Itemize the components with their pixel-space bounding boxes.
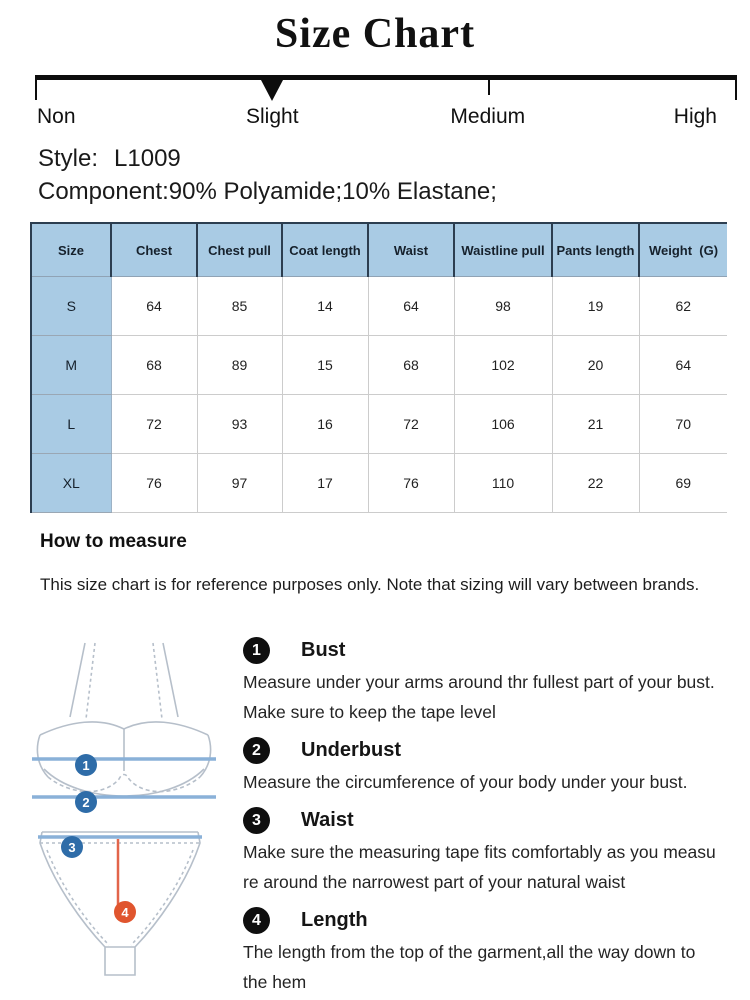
style-line — [38, 145, 750, 173]
table-cell: 16 — [282, 395, 368, 454]
col-header-size: Size — [31, 223, 111, 277]
table-cell: 64 — [639, 336, 727, 395]
table-cell: 64 — [111, 277, 197, 336]
table-cell: 102 — [454, 336, 552, 395]
figure-marker-waist — [61, 836, 83, 858]
size-cell: M — [31, 336, 111, 395]
table-cell: 72 — [111, 395, 197, 454]
table-cell: 68 — [111, 336, 197, 395]
col-header-chest: Chest — [111, 223, 197, 277]
table-cell: 76 — [368, 454, 454, 513]
table-cell: 89 — [197, 336, 282, 395]
page-title: Size Chart — [274, 11, 476, 57]
style-value: L1009 — [114, 145, 181, 172]
scale-tick-medium — [488, 75, 490, 95]
table-cell: 64 — [368, 277, 454, 336]
figure-marker-underbust — [75, 791, 97, 813]
table-cell: 69 — [639, 454, 727, 513]
step-title: Underbust — [301, 739, 401, 761]
table-cell: 17 — [282, 454, 368, 513]
step-text-line: Make sure to keep the tape level — [243, 702, 496, 722]
step-text-line: Measure under your arms around thr fullest part of your bust. — [243, 672, 715, 692]
table-row — [31, 277, 727, 336]
instructions-column — [243, 637, 750, 1000]
col-header-waist: Waist — [368, 223, 454, 277]
scale-label-medium: Medium — [450, 105, 526, 128]
col-header-waistline-pull: Waistline pull — [454, 223, 552, 277]
table-cell: 70 — [639, 395, 727, 454]
table-cell: 93 — [197, 395, 282, 454]
scale-label-high: High — [673, 105, 717, 128]
measure-section — [0, 637, 750, 1000]
step-text-line: re around the narrowest part of your natural waist — [243, 872, 626, 892]
table-cell: 97 — [197, 454, 282, 513]
table-cell: 14 — [282, 277, 368, 336]
step-text-line: The length from the top of the garment,all the way down to — [243, 942, 696, 962]
figure-marker-length — [114, 901, 136, 923]
step-badge: 2 — [243, 737, 270, 764]
size-cell: XL — [31, 454, 111, 513]
table-cell: 62 — [639, 277, 727, 336]
table-cell: 106 — [454, 395, 552, 454]
table-cell: 76 — [111, 454, 197, 513]
svg-text:4: 4 — [121, 905, 129, 920]
table-header-row — [31, 223, 727, 277]
col-header-chest-pull: Chest pull — [197, 223, 282, 277]
col-header-weight: Weight (G) — [639, 223, 727, 277]
step-length — [243, 907, 738, 997]
panty-sketch-icon — [24, 823, 216, 996]
step-text-line: Measure the circumference of your body under your bust. — [243, 772, 688, 792]
table-cell: 19 — [552, 277, 639, 336]
table-cell: 85 — [197, 277, 282, 336]
table-cell: 20 — [552, 336, 639, 395]
pointer-triangle-icon — [261, 80, 283, 101]
step-text-line: the hem — [243, 972, 307, 992]
transparency-scale — [35, 75, 737, 133]
size-cell: S — [31, 277, 111, 336]
svg-text:2: 2 — [82, 795, 90, 810]
component-line: Component:90% Polyamide;10% Elastane; — [38, 178, 497, 205]
figures-column — [18, 637, 243, 1000]
disclaimer-text: This size chart is for reference purposes only. Note that sizing will vary between brands. — [40, 575, 700, 594]
step-title: Waist — [301, 809, 354, 831]
scale-bar — [35, 75, 737, 80]
col-header-pants-length: Pants length — [552, 223, 639, 277]
table-cell: 15 — [282, 336, 368, 395]
table-row — [31, 336, 727, 395]
step-title: Bust — [301, 639, 346, 661]
scale-label-slight: Slight — [246, 105, 299, 128]
svg-text:3: 3 — [68, 840, 76, 855]
how-to-measure-heading: How to measure — [40, 531, 187, 552]
step-bust — [243, 637, 738, 727]
step-badge: 3 — [243, 807, 270, 834]
svg-text:1: 1 — [82, 758, 90, 773]
step-badge: 4 — [243, 907, 270, 934]
scale-tick-left — [35, 75, 37, 100]
step-badge: 1 — [243, 637, 270, 664]
scale-label-non: Non — [37, 105, 76, 128]
size-cell: L — [31, 395, 111, 454]
table-cell: 110 — [454, 454, 552, 513]
style-label: Style: — [38, 145, 99, 172]
table-row — [31, 395, 727, 454]
step-text-line: Make sure the measuring tape fits comfortably as you measu — [243, 842, 716, 862]
bra-sketch-icon — [28, 637, 220, 817]
step-underbust — [243, 737, 738, 797]
size-table — [30, 222, 727, 513]
col-header-coat-length: Coat length — [282, 223, 368, 277]
table-row — [31, 454, 727, 513]
table-cell: 98 — [454, 277, 552, 336]
step-waist — [243, 807, 738, 897]
figure-marker-bust — [75, 754, 97, 776]
table-cell: 21 — [552, 395, 639, 454]
table-cell: 22 — [552, 454, 639, 513]
step-title: Length — [301, 909, 368, 931]
table-cell: 72 — [368, 395, 454, 454]
table-cell: 68 — [368, 336, 454, 395]
scale-tick-right — [735, 75, 737, 100]
